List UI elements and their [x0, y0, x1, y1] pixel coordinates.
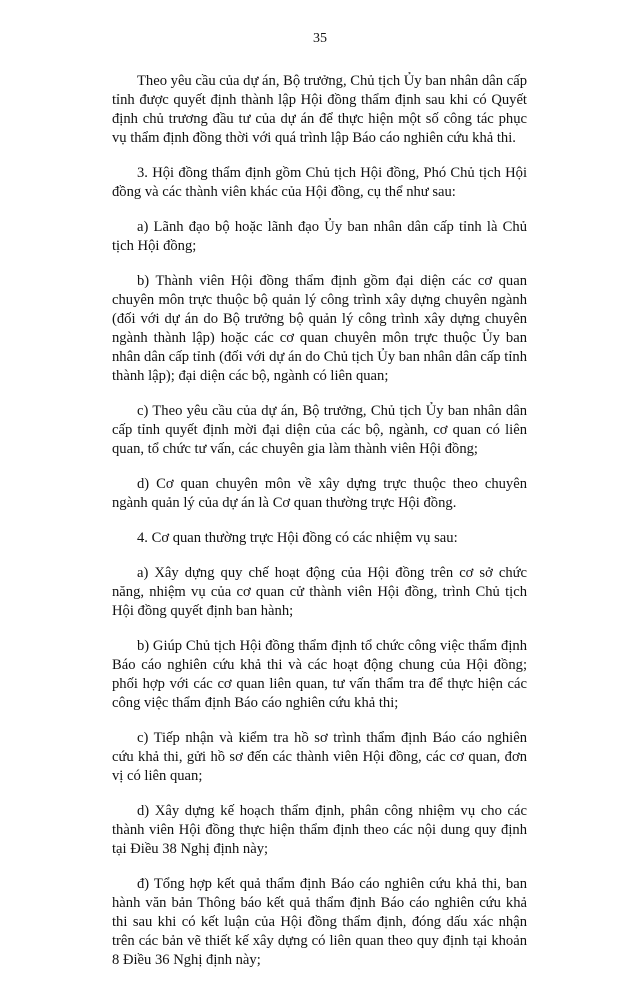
paragraph-4b: b) Giúp Chủ tịch Hội đồng thẩm định tổ chức công việc thẩm định Báo cáo nghiên cứu khả thi và các hoạt động chung của Hội đồng; phối hợp với các cơ quan liên quan, tư vấn thẩm tra để thực hiện các công việc thẩm định Báo cáo nghiên cứu khả thi; [112, 638, 527, 711]
paragraph-clause-3: 3. Hội đồng thẩm định gồm Chủ tịch Hội đồng, Phó Chủ tịch Hội đồng và các thành viên khác của Hội đồng, cụ thể như sau: [112, 165, 527, 200]
paragraph-4c: c) Tiếp nhận và kiểm tra hồ sơ trình thẩm định Báo cáo nghiên cứu khả thi, gửi hồ sơ đến các thành viên Hội đồng, các cơ quan, đơn vị có liên quan; [112, 730, 527, 784]
paragraph-4d: d) Xây dựng kế hoạch thẩm định, phân công nhiệm vụ cho các thành viên Hội đồng thực hiện thẩm định theo các nội dung quy định tại Điều 38 Nghị định này; [112, 803, 527, 857]
paragraph-3c: c) Theo yêu cầu của dự án, Bộ trưởng, Chủ tịch Ủy ban nhân dân cấp tỉnh quyết định mời đại diện của các bộ, ngành, cơ quan có liên quan, tổ chức tư vấn, các chuyên gia làm thành viên Hội đồng; [112, 403, 527, 457]
paragraph-4a: a) Xây dựng quy chế hoạt động của Hội đồng trên cơ sở chức năng, nhiệm vụ của cơ quan cử thành viên Hội đồng, trình Chủ tịch Hội đồng quyết định ban hành; [112, 565, 527, 619]
paragraph-4dd: đ) Tổng hợp kết quả thẩm định Báo cáo nghiên cứu khả thi, ban hành văn bản Thông báo kết quả thẩm định Báo cáo nghiên cứu khả thi sau khi có kết luận của Hội đồng thẩm định, đóng dấu xác nhận trên các bản vẽ thiết kế xây dựng có liên quan theo quy định tại khoản 8 Điều 36 Nghị định này; [112, 876, 527, 968]
paragraph-intro: Theo yêu cầu của dự án, Bộ trưởng, Chủ tịch Ủy ban nhân dân cấp tỉnh được quyết định thành lập Hội đồng thẩm định sau khi có Quyết định chủ trương đầu tư của dự án để thực hiện một số công tác phục vụ thẩm định đồng thời với quá trình lập Báo cáo nghiên cứu khả thi. [112, 73, 527, 146]
document-body [112, 72, 527, 986]
paragraph-clause-4: 4. Cơ quan thường trực Hội đồng có các nhiệm vụ sau: [137, 530, 458, 546]
paragraph-3b: b) Thành viên Hội đồng thẩm định gồm đại diện các cơ quan chuyên môn trực thuộc bộ quản lý công trình xây dựng chuyên ngành (đối với dự án do Bộ trưởng bộ quản lý công trình xây dựng chuyên ngành thành lập) hoặc các cơ quan chuyên môn trực thuộc Ủy ban nhân dân cấp tỉnh (đối với dự án do Chủ tịch Ủy ban nhân dân cấp tỉnh thành lập); đại diện các bộ, ngành có liên quan; [112, 273, 527, 384]
paragraph-3a: a) Lãnh đạo bộ hoặc lãnh đạo Ủy ban nhân dân cấp tỉnh là Chủ tịch Hội đồng; [112, 219, 527, 254]
page-number: 35 [313, 31, 327, 46]
paragraph-3d: d) Cơ quan chuyên môn về xây dựng trực thuộc theo chuyên ngành quản lý của dự án là Cơ quan thường trực Hội đồng. [112, 476, 527, 511]
